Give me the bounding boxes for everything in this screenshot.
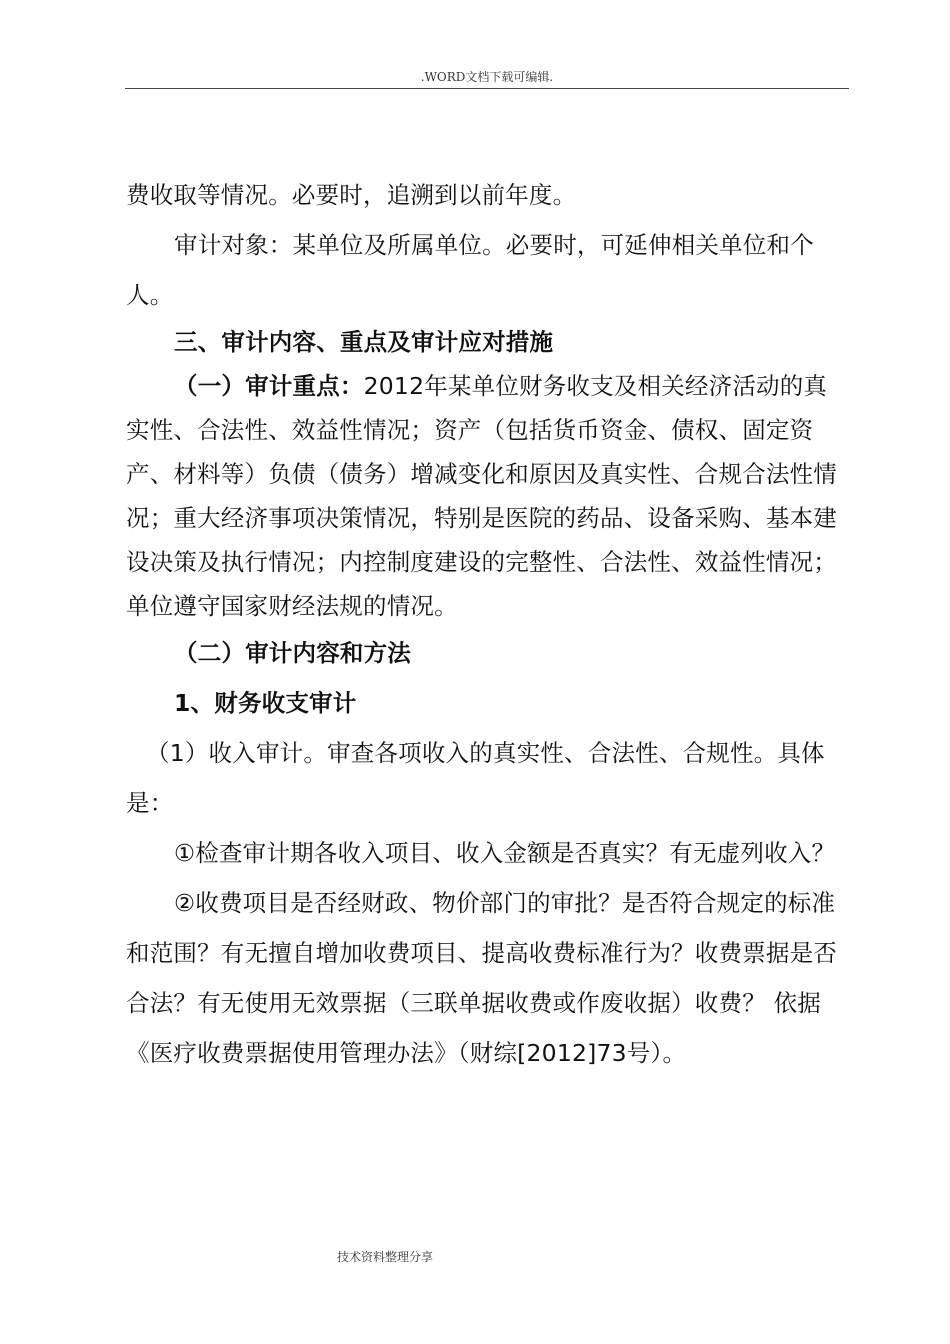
page-footer: 技术资料整理分享 xyxy=(336,1250,433,1264)
subsection-heading-methods: （二）审计内容和方法 xyxy=(174,639,411,667)
paragraph-income-item-2: ②收费项目是否经财政、物价部门的审批？是否符合规定的标准和范围？有无擅自增加收费项目、提高收费标准行为？收费票据是否合法？有无使用无效票据（三联单据收费或作废收据）收费？ 依据《医疗收费票据使用管理办法》（财综[2012]73号）。 xyxy=(126,889,837,1067)
header-divider xyxy=(125,88,849,89)
audit-focus-label: （一）审计重点： xyxy=(174,372,364,400)
page-header: .WORD文档下载可编辑. xyxy=(420,70,554,84)
paragraph-income-item-1: ①检查审计期各收入项目、收入金额是否真实？有无虚列收入？ xyxy=(174,839,836,867)
paragraph-audit-focus xyxy=(126,364,850,628)
section-heading-3: 三、审计内容、重点及审计应对措施 xyxy=(174,328,554,356)
audit-focus-text: 2012年某单位财务收支及相关经济活动的真实性、合法性、效益性情况；资产（包括货币资金、债权、固定资产、材料等）负债（债务）增减变化和原因及真实性、合规合法性情况；重大经济事项决策情况，特别是医院的药品、设备采购、基本建设决策及执行情况；内控制度建设的完整性、合法性、效益性情况；单位遵守国家财经法规的情况。 xyxy=(126,372,837,620)
subsection-heading-finance: 1、财务收支审计 xyxy=(174,689,357,717)
document-body xyxy=(126,170,850,1078)
paragraph-continuation: 费收取等情况。必要时，追溯到以前年度。 xyxy=(126,181,577,209)
paragraph-audit-target: 审计对象：某单位及所属单位。必要时，可延伸相关单位和个人。 xyxy=(126,231,814,309)
paragraph-income-intro: （1）收入审计。审查各项收入的真实性、合法性、合规性。具体是： xyxy=(126,739,825,817)
